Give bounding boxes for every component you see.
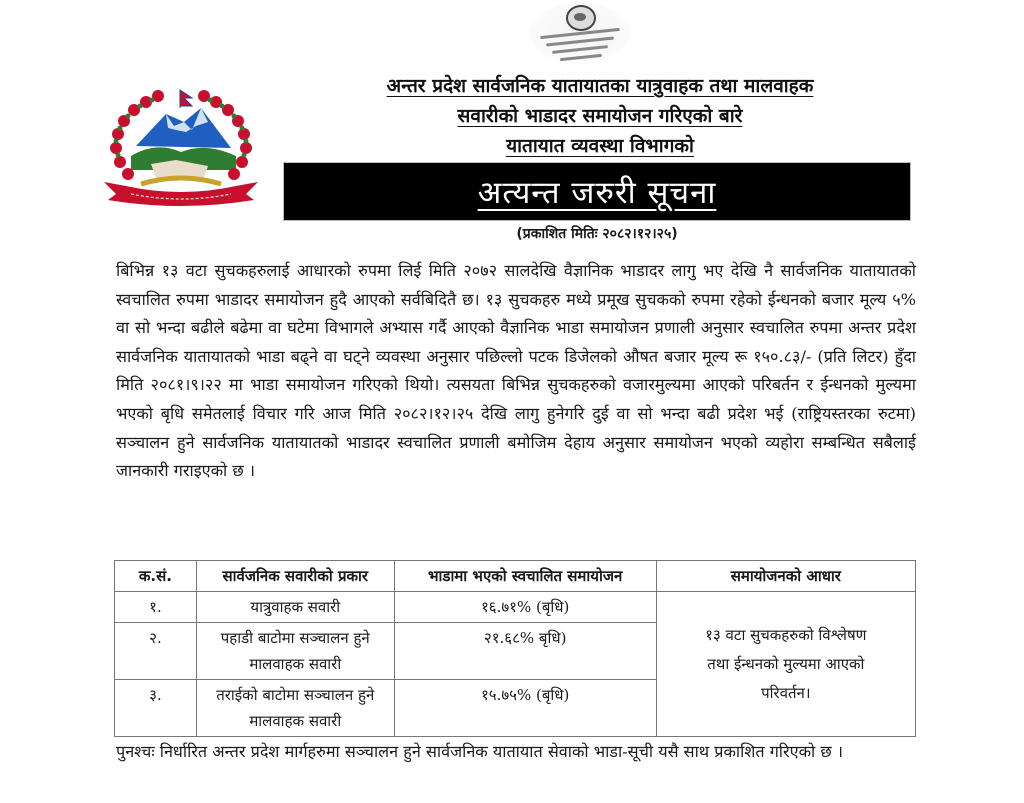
cell-vehicle-type: पहाडी बाटोमा सञ्चालन हुने मालवाहक सवारी [196,623,394,680]
cell-serial-no: २. [115,623,197,680]
basis-text: १३ वटा सुचकहरुको विश्लेषण तथा ईन्धनको मुल्यमा आएको परिवर्तन। [705,625,867,702]
notice-heading-line-3: यातायात व्यवस्था विभागको [506,135,694,157]
published-date: (प्रकाशित मितिः २०८२।१२।२५) [516,226,678,242]
header-serial-no: क.सं. [115,561,197,592]
cell-serial-no: ३. [115,680,197,737]
cell-vehicle-type: तराईको बाटोमा सञ्चालन हुने मालवाहक सवारी [196,680,394,737]
notice-body-paragraph: बिभिन्न १३ वटा सुचकहरुलाई आधारको रुपमा लिई मिति २०७२ सालदेखि वैज्ञानिक भाडादर लागु भए देखि नै सार्वजनिक यातायातको स्वचालित रुपमा भाडादर समायोजन हुदै आएको सर्वबिदितै छ। १३ सुचकहरु मध्ये प्रमूख सुचकको रुपमा रहेको ईन्धनको बजार मूल्य ५% वा सो भन्दा बढीले बढेमा वा घटेमा विभागले अभ्यास गर्दै आएको वैज्ञानिक भाडा समायोजन प्रणाली अनुसार स्वचालित रुपमा अन्तर प्रदेश सार्वजनिक यातायातको भाडा बढ्ने वा घट्ने व्यवस्था अनुसार पछिल्लो पटक डिजेलको औषत बजार मूल्य रू १५०.८३/- (प्रति लिटर) हुँदा मिति २०८१।९।२२ मा भाडा समायोजन गरिएको थियो। त्यसयता बिभिन्न सुचकहरुको वजारमुल्यमा आएको परिबर्तन र ईन्धनको मुल्यमा भएको बृधि समेतलाई विचार गरि आज मिति २०८२।१२।२५ देखि लागु हुनेगरि दुई वा सो भन्दा बढी प्रदेश भई (राष्ट्रियस्तरका रुटमा) सञ्चालन हुने सार्वजनिक यातायातको भाडादर स्वचालित प्रणाली बमोजिम देहाय अनुसार समायोजन भएको व्यहोरा सम्बन्धित सबैलाई जानकारी गराइएको छ । [116,261,916,481]
cell-vehicle-type: यात्रुवाहक सवारी [196,592,394,623]
banner-title: अत्यन्त जरुरी सूचना [477,174,717,211]
footnote-postscript: पुनश्चः निर्धारित अन्तर प्रदेश मार्गहरुमा सञ्चालन हुने सार्वजनिक यातायात सेवाको भाडा-सूची यसै साथ प्रकाशित गरिएको छ । [116,742,843,761]
header-basis: समायोजनको आधार [656,561,915,592]
office-stamp [530,2,630,64]
cell-adjustment: २१.६८% बृधि) [394,623,656,680]
notice-heading-line-1: अन्तर प्रदेश सार्वजनिक यातायातका यात्रुवाहक तथा मालवाहक [386,75,814,97]
stamp-text-line [560,54,602,61]
cell-serial-no: १. [115,592,197,623]
nepal-emblem-icon [96,86,266,206]
header-adjustment: भाडामा भएको स्वचालित समायोजन [394,561,656,592]
cell-basis [656,592,915,737]
table-row [115,592,916,623]
urgent-notice-banner [284,163,910,220]
fare-adjustment-table [114,560,916,737]
cell-adjustment: १६.७१% (बृधि) [394,592,656,623]
stamp-text-line [552,45,608,54]
seal-icon [566,5,596,31]
cell-adjustment: १५.७५% (बृधि) [394,680,656,737]
notice-heading-line-2: सवारीको भाडादर समायोजन गरिएको बारे [457,105,743,127]
header-vehicle-type: सार्वजनिक सवारीको प्रकार [196,561,394,592]
table-header-row [115,561,916,592]
